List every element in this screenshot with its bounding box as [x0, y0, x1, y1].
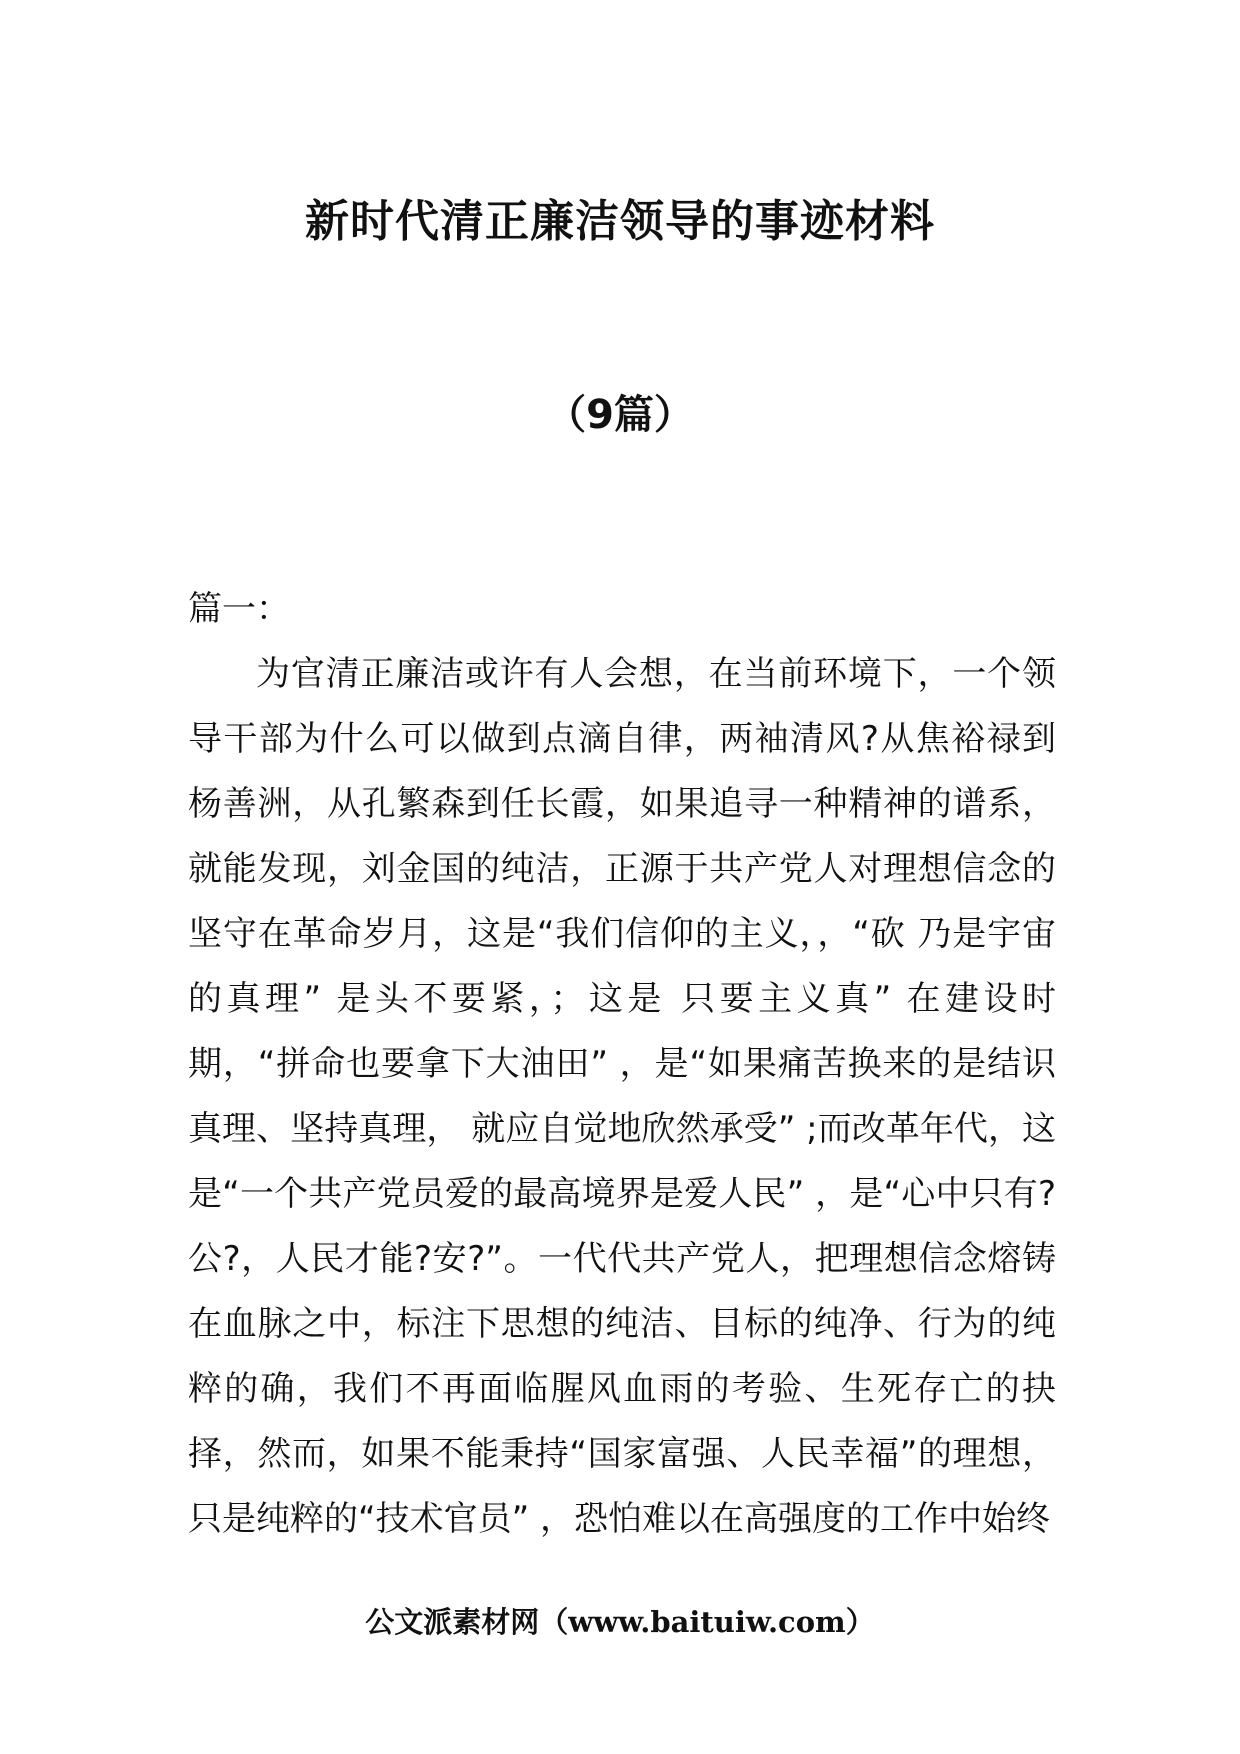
footer-source: 公文派素材网（www.baituiw.com）: [365, 1605, 875, 1639]
section-label: 篇一：: [188, 589, 290, 629]
document-subtitle: （9篇）: [546, 392, 694, 438]
document-title: 新时代清正廉洁领导的事迹材料: [305, 196, 935, 247]
document-body: [188, 577, 1056, 1552]
body-paragraph: 为官清正廉洁或许有人会想，在当前环境下，一个领导干部为什么可以做到点滴自律，两袖清风?从焦裕禄到杨善洲，从孔繁森到任长霞，如果追寻一种精神的谱系，就能发现，刘金国的纯洁，正源于共产党人对理想信念的坚守在革命岁月，这是“我们信仰的主义，，“砍 乃是宇宙的真理” 是头不要紧，；这是 只要主义真” 在建设时期，“拼命也要拿下大油田” ，是“如果痛苦换来的是结识真理、坚持真理， 就应自觉地欣然承受” ;而改革年代，这是“一个共产党员爱的最高境界是爱人民” ，是“心中只有?公?，人民才能?安?”。一代代共产党人，把理想信念熔铸在血脉之中，标注下思想的纯洁、目标的纯净、行为的纯粹的确，我们不再面临腥风血雨的考验、生死存亡的抉择，然而，如果不能秉持“国家富强、人民幸福”的理想，只是纯粹的“技术官员” ，恐怕难以在高强度的工作中始终: [188, 654, 1056, 1539]
